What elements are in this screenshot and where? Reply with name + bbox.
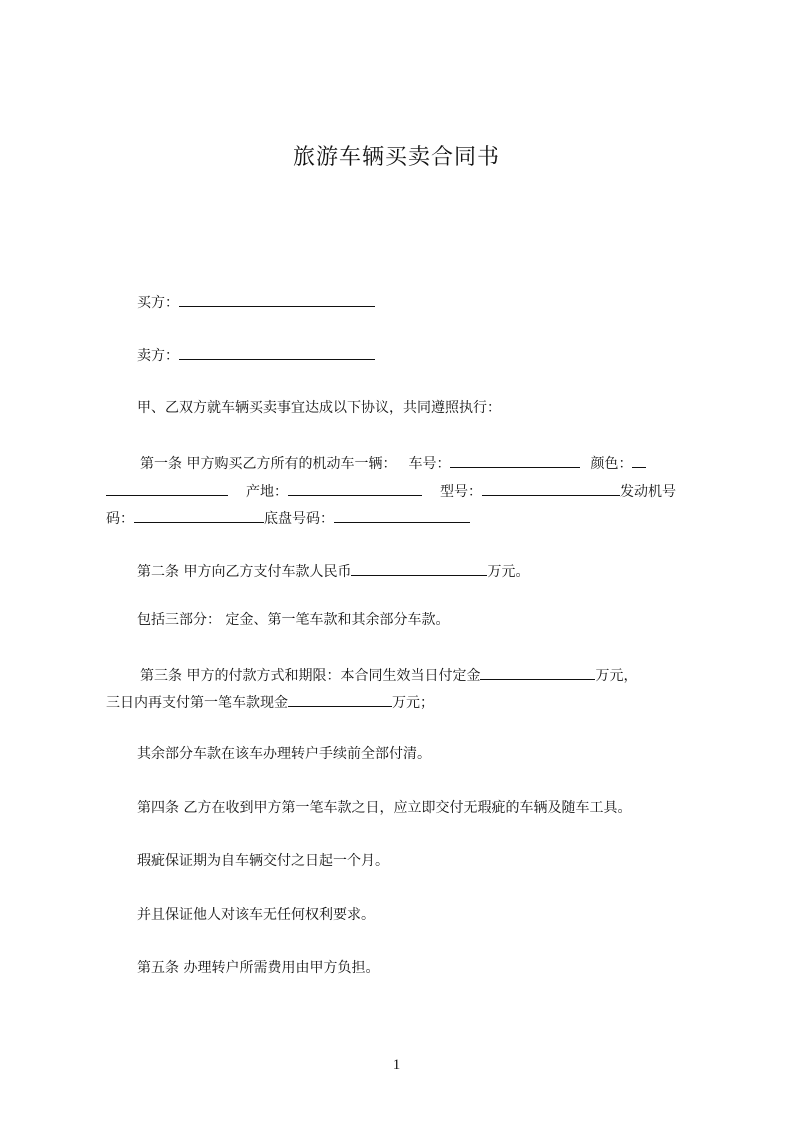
- article1-line3: [106, 509, 470, 527]
- deposit-blank: [480, 666, 595, 680]
- article2-unit: 万元。: [487, 564, 530, 580]
- seller-label: 卖方：: [137, 348, 179, 364]
- article3-text: 第三条 甲方的付款方式和期限：本合同生效当日付定金: [140, 668, 481, 684]
- color-blank: [106, 482, 228, 496]
- model-blank: [482, 482, 620, 496]
- engine-blank: [134, 509, 264, 523]
- buyer-label: 买方：: [137, 295, 179, 311]
- origin-blank: [288, 482, 422, 496]
- article1-line2: [106, 482, 676, 500]
- article3-line2: [106, 693, 434, 711]
- plate-label: 车号：: [408, 456, 451, 472]
- article5-paragraph: 第五条 办理转户所需费用由甲方负担。: [137, 960, 380, 976]
- plate-blank: [450, 454, 580, 468]
- color-blank-start: [632, 454, 646, 468]
- article2-note: 包括三部分： 定金、第一笔车款和其余部分车款。: [137, 612, 450, 628]
- article4-paragraph: 第四条 乙方在收到甲方第一笔车款之日，应立即交付无瑕疵的车辆及随车工具。: [137, 800, 632, 816]
- article1-line1: [140, 454, 646, 472]
- buyer-blank: [179, 293, 375, 307]
- first-payment-unit: 万元；: [392, 695, 434, 711]
- engine-label-end: 码：: [106, 511, 134, 527]
- first-payment-blank: [288, 693, 392, 707]
- seller-line: [137, 346, 375, 364]
- article3-line1: [140, 666, 637, 684]
- origin-label: 产地：: [246, 484, 288, 500]
- chassis-blank: [334, 509, 470, 523]
- article2-line: [137, 562, 529, 580]
- engine-label: 发动机号: [620, 484, 676, 500]
- model-label: 型号：: [440, 484, 482, 500]
- chassis-label: 底盘号码：: [264, 511, 334, 527]
- article3-note: 其余部分车款在该车办理转户手续前全部付清。: [137, 746, 431, 762]
- intro-paragraph: 甲、乙双方就车辆买卖事宜达成以下协议，共同遵照执行：: [137, 400, 501, 416]
- page-number: 1: [392, 1057, 401, 1073]
- article4-note2: 并且保证他人对该车无任何权利要求。: [137, 907, 375, 923]
- article2-text: 第二条 甲方向乙方支付车款人民币: [137, 564, 352, 580]
- seller-blank: [179, 346, 375, 360]
- article4-note1: 瑕疵保证期为自车辆交付之日起一个月。: [137, 853, 389, 869]
- buyer-line: [137, 293, 375, 311]
- document-title: 旅游车辆买卖合同书: [292, 145, 500, 170]
- color-label: 颜色：: [590, 456, 633, 472]
- article1-lead: 第一条 甲方购买乙方所有的机动车一辆：: [140, 456, 397, 472]
- price-blank: [351, 562, 487, 576]
- deposit-unit: 万元，: [595, 668, 638, 684]
- article3-second-text: 三日内再支付第一笔车款现金: [106, 695, 288, 711]
